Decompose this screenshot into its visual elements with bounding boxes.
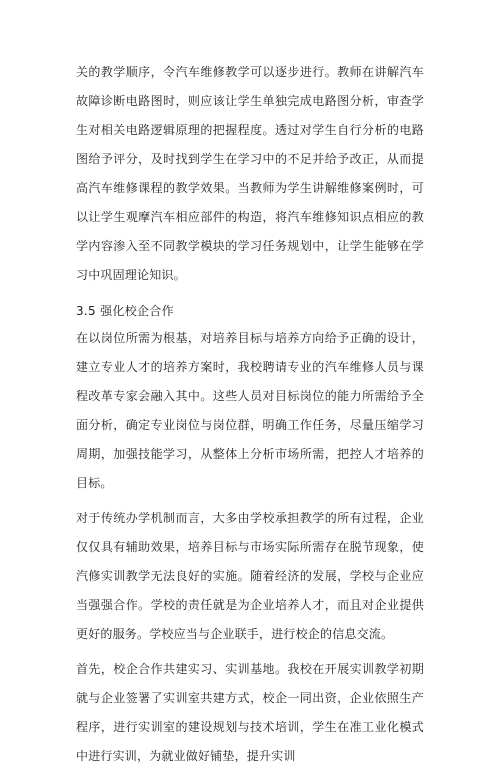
- paragraph-joint-training-base: 首先，校企合作共建实习、实训基地。我校在开展实训教学初期就与企业签署了实训室共建方式，校企一同出资，企业依照生产程序，进行实训室的建设规划与技术培训，学生在准工业化模式中进行实训，为就业做好铺垫，提升实训: [76, 662, 424, 763]
- section-heading-3-5: 3.5 强化校企合作: [76, 304, 174, 318]
- document-page: [76, 58, 424, 771]
- paragraph-traditional-school-mechanism: 对于传统办学机制而言，大多由学校承担教学的所有过程，企业仅仅具有辅助效果，培养目标与市场实际所需存在脱节现象，使汽修实训教学无法良好的实施。随着经济的发展，学校与企业应当强强合作。学校的责任就是为企业培养人才，而且对企业提供更好的服务。学校应当与企业联手，进行校企的信息交流。: [76, 511, 424, 641]
- paragraph-teaching-sequence: 关的教学顺序，令汽车维修教学可以逐步进行。教师在讲解汽车故障诊断电路图时，则应该让学生单独完成电路图分析，审查学生对相关电路逻辑原理的把握程度。透过对学生自行分析的电路图给予评分，及时找到学生在学习中的不足并给予改正，从而提高汽车维修课程的教学效果。当教师为学生讲解维修案例时，可以让学生观摩汽车相应部件的构造，将汽车维修知识点相应的教学内容渗入至不同教学模块的学习任务规划中，让学生能够在学习中巩固理论知识。: [76, 65, 424, 282]
- paragraph-talent-training-plan: 在以岗位所需为根基，对培养目标与培养方向给予正确的设计，建立专业人才的培养方案时，我校聘请专业的汽车维修人员与课程改革专家会融入其中。这些人员对目标岗位的能力所需给予全面分析，确定专业岗位与岗位群，明确工作任务，尽量压缩学习周期，加强技能学习，从整体上分析市场所需，把控人才培养的目标。: [76, 331, 424, 490]
